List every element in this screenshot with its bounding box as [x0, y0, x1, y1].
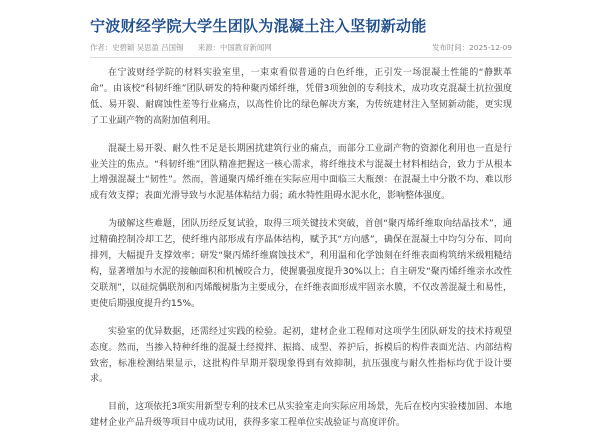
article-body	[90, 66, 512, 444]
article-paragraph-3: 为破解这些难题，团队历经反复试验，取得三项关键技术突破，首创“聚丙烯纤维取向结晶技术”，通过精确控制冷却工艺，使纤维内部形成有序晶体结构，赋予其“方向感”，确保在混凝土中均匀分布、同向排列，大幅提升支撑效率；研发“聚丙烯纤维腐蚀技术”，利用温和化学蚀刻在纤维表面构筑纳米级粗糙结构，显著增加与水泥的接触面积和机械咬合力，使握裹强度提升30%以上；自主研发“聚丙烯纤维亲水改性交联剂”，以硅烷偶联剂和丙烯酸树脂为主要成分，在纤维表面形成牢固亲水膜，不仅改善混凝土和易性，更使后期强度提升约15%。	[90, 219, 512, 309]
source-info	[198, 43, 272, 52]
author-label: 作者：	[90, 43, 113, 52]
article-meta	[90, 41, 512, 55]
source-label: 来源：	[197, 43, 220, 52]
author-info	[90, 43, 186, 52]
publish-date	[432, 41, 512, 55]
author-names: 史碧颖 吴思盈 吕国锡	[112, 43, 184, 52]
date-value: 2025-12-09	[469, 43, 512, 52]
source-name: 中国教育新闻网	[219, 43, 272, 52]
article-paragraph-1: 在宁波财经学院的材料实验室里，一束束看似普通的白色纤维，正引发一场混凝土性能的“静默革命”。由该校“科韧纤维”团队研发的特种聚丙烯纤维，凭借3项独创的专利技术，成功攻克混凝土抗拉强度低、易开裂、耐腐蚀性差等行业痛点，以高性价比的绿色解决方案，为传统建材注入坚韧新动能，更实现了工业副产物的高附加值利用。	[90, 68, 512, 126]
date-label: 发布时间：	[432, 43, 470, 52]
article-title: 宁波财经学院大学生团队为混凝土注入坚韧新动能	[90, 17, 427, 35]
article-paragraph-4: 实验室的优异数据，还需经过实践的检验。起初，建材企业工程师对这项学生团队研发的技术持观望态度。然而，当掺入特种纤维的混凝土经搅拌、振捣、成型、养护后，拆模后的构件表面光洁、内部结构致密，标准检测结果显示，这批构件早期开裂现象得到有效抑制，抗压强度与耐久性指标均优于设计要求。	[90, 326, 512, 385]
article-paragraph-2: 混凝土易开裂、耐久性不足是长期困扰建筑行业的痛点，而部分工业副产物的资源化利用也一直是行业关注的焦点。“科韧纤维”团队精准把握这一核心需求，将纤维技术与混凝土材料相结合，致力于从根本上增强混凝土“韧性”。然而，普通聚丙烯纤维在实际应用中面临三大瓶颈：在混凝土中分散不均、难以形成有效支撑；表面光滑导致与水泥基体粘结力弱；疏水特性阻碍水泥水化，影响整体强度。	[90, 143, 512, 202]
article-paragraph-5: 目前，这项依托3项实用新型专利的技术已从实验室走向实际应用场景，先后在校内实验楼加固、本地建材企业产品升级等项目中成功试用，获得多家工程单位实战验证与高度评价。	[90, 402, 512, 429]
title-divider	[90, 57, 512, 58]
